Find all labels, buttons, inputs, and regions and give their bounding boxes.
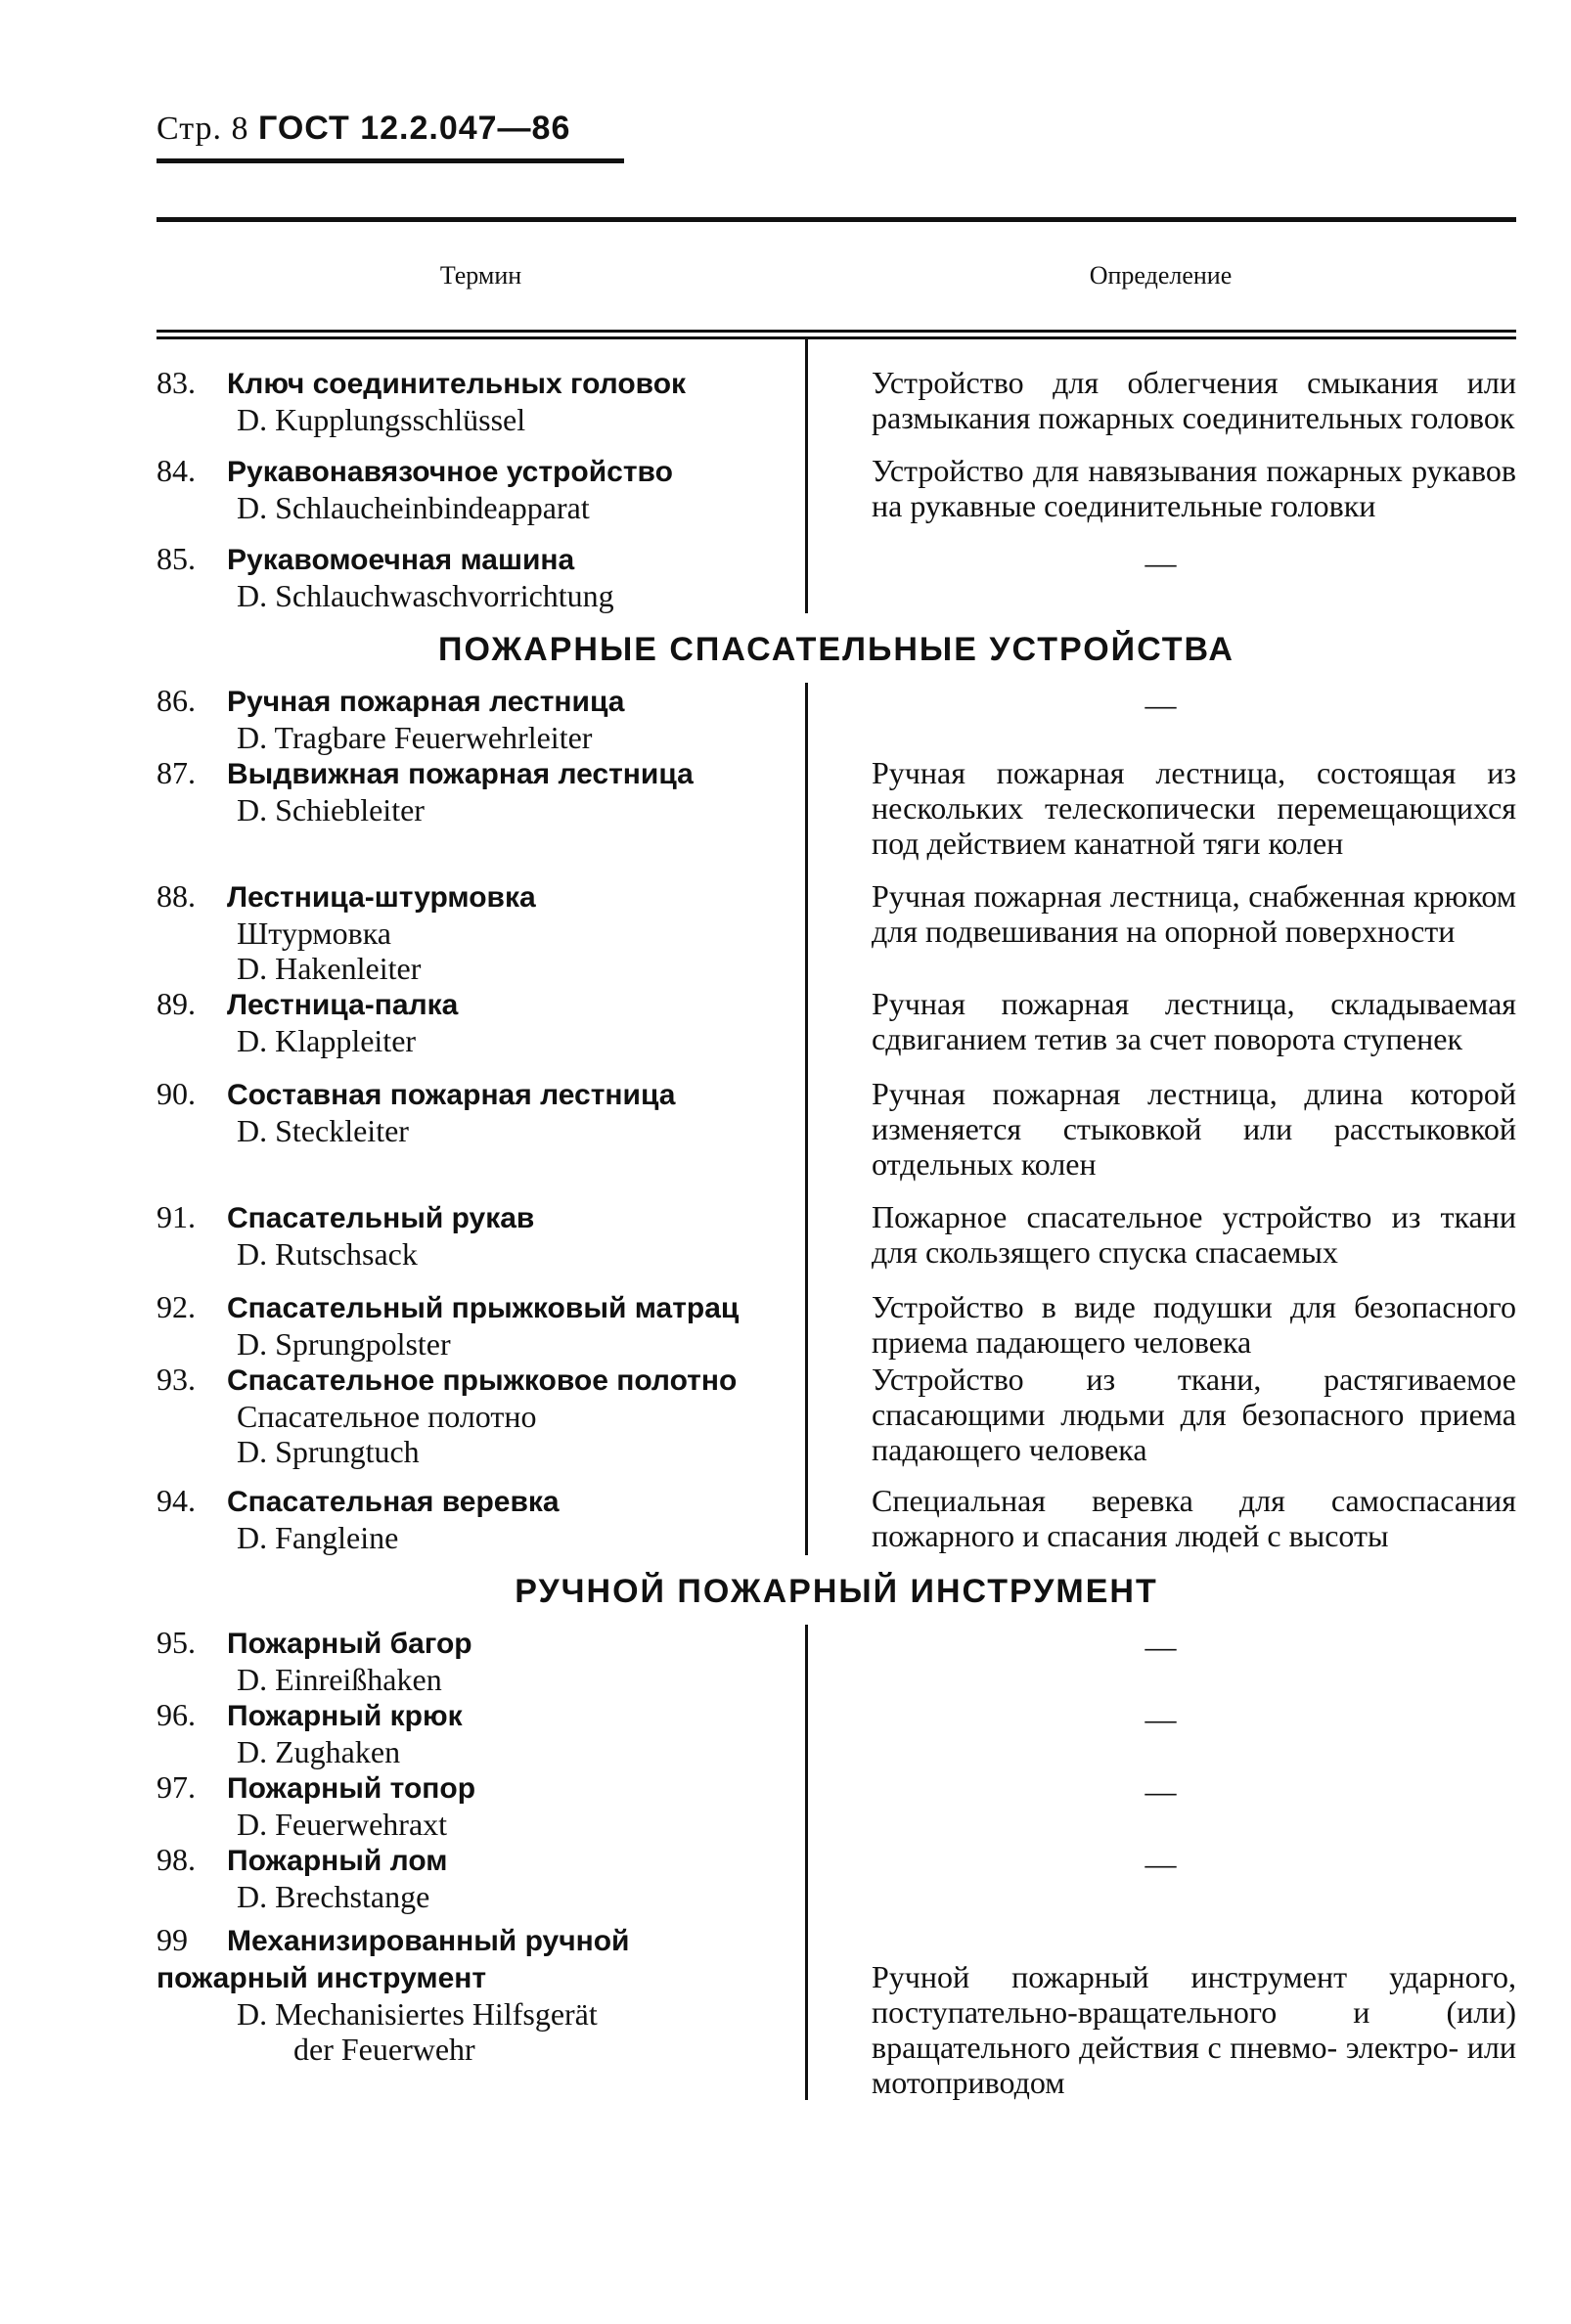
term-name: Выдвижная пожарная лестница — [227, 758, 694, 790]
term-number: 99 — [157, 1922, 188, 1957]
table-row — [157, 1076, 1516, 1182]
term-number: 87. — [157, 755, 196, 790]
term-synonym: D. Fangleine — [237, 1520, 399, 1555]
term-line — [157, 1769, 776, 1807]
term-synonym: D. Rutschsack — [237, 1236, 418, 1272]
term-line — [157, 683, 776, 720]
definition-cell: Ручная пожарная лестница, складываемая сдвиганием тетив за счет поворота ступенек — [872, 986, 1516, 1056]
definition-cell: — — [1145, 1701, 1177, 1736]
column-divider — [805, 1625, 808, 2100]
term-synonym: D. Zughaken — [237, 1734, 401, 1769]
definition-cell: Устройство для навязывания пожарных рукавов на рукавные соединительные головки — [872, 453, 1516, 523]
term-name: Спасательное прыжковое полотно — [227, 1364, 738, 1397]
column-header-term: Термин — [439, 261, 522, 290]
term-name: Спасательный прыжковый матрац — [227, 1292, 740, 1324]
table-row — [157, 1697, 1516, 1769]
table-row — [157, 365, 1516, 437]
page-header — [157, 110, 570, 148]
term-cell — [157, 1483, 805, 1555]
table-row — [157, 1483, 1516, 1555]
term-cell — [157, 683, 805, 755]
table-row — [157, 755, 1516, 861]
term-line — [157, 1625, 776, 1662]
term-line — [157, 1922, 776, 1996]
term-line — [157, 1289, 776, 1326]
definition-cell: — — [1145, 1629, 1177, 1664]
term-cell — [157, 1076, 805, 1148]
term-line — [157, 1842, 776, 1879]
table-header — [157, 222, 1516, 330]
term-line — [157, 453, 776, 490]
section-title-rescue-devices: ПОЖАРНЫЕ СПАСАТЕЛЬНЫЕ УСТРОЙСТВА — [438, 631, 1234, 668]
table-row — [157, 1842, 1516, 1914]
term-synonym: D. Sprungtuch — [237, 1434, 420, 1469]
definition-cell: — — [1145, 687, 1177, 722]
term-number: 88. — [157, 878, 196, 914]
term-synonym: D. Steckleiter — [237, 1113, 409, 1148]
term-cell — [157, 453, 805, 525]
definition-cell: Специальная веревка для самоспасания пожарного и спасания людей с высоты — [872, 1483, 1516, 1553]
term-synonym: D. Schlauchwaschvorrichtung — [237, 578, 614, 613]
term-line — [157, 1483, 776, 1520]
table-row — [157, 453, 1516, 525]
term-synonym: D. Mechanisiertes Hilfsgerät — [237, 1996, 598, 2032]
definition-cell: Ручная пожарная лестница, состоящая из нескольких телескопически перемещающихся под действием канатной тяги колен — [872, 755, 1516, 861]
term-synonym: D. Schlaucheinbindeapparat — [237, 490, 590, 525]
term-synonym: D. Hakenleiter — [237, 951, 422, 986]
table-row — [157, 1625, 1516, 1697]
table-row — [157, 1362, 1516, 1469]
term-synonym: Спасательное полотно — [237, 1399, 537, 1434]
term-cell — [157, 365, 805, 437]
term-name: Ключ соединительных головок — [227, 368, 687, 400]
term-cell — [157, 1922, 805, 2067]
term-cell — [157, 755, 805, 827]
group-coupling-tools — [157, 339, 1516, 613]
term-number: 93. — [157, 1362, 196, 1397]
term-number: 85. — [157, 541, 196, 576]
term-name: Рукавонавязочное устройство — [227, 456, 673, 488]
term-cell — [157, 1199, 805, 1272]
term-number: 83. — [157, 365, 196, 400]
definition-cell: Ручной пожарный инструмент ударного, поступательно-вращательного и (или) вращательного действия с пневмо- электро- или мотоприводом — [872, 1959, 1516, 2100]
definition-cell: Пожарное спасательное устройство из ткани для скользящего спуска спасаемых — [872, 1199, 1516, 1270]
term-number: 98. — [157, 1842, 196, 1877]
header-underline — [157, 158, 624, 163]
term-line — [157, 541, 776, 578]
group-hand-tools — [157, 1625, 1516, 2100]
terms-table — [157, 217, 1516, 2100]
term-synonym: D. Einreißhaken — [237, 1662, 442, 1697]
column-divider — [805, 683, 808, 1555]
term-line — [157, 1076, 776, 1113]
term-synonym: D. Feuerwehraxt — [237, 1807, 448, 1842]
term-cell — [157, 541, 805, 613]
term-name: Рукавомоечная машина — [227, 544, 575, 576]
term-cell — [157, 1842, 805, 1914]
term-number: 89. — [157, 986, 196, 1021]
term-number: 95. — [157, 1625, 196, 1660]
table-row — [157, 1922, 1516, 2100]
term-line — [157, 755, 776, 792]
term-line — [157, 1362, 776, 1399]
definition-cell: — — [1145, 545, 1177, 580]
term-name: Пожарный топор — [227, 1772, 476, 1805]
definition-cell: Устройство для облегчения смыкания или размыкания пожарных соединительных головок — [872, 365, 1516, 435]
term-name: Пожарный крюк — [227, 1700, 463, 1732]
term-cell — [157, 1289, 805, 1362]
term-name: Лестница-палка — [227, 989, 459, 1021]
table-row — [157, 683, 1516, 755]
definition-cell: Ручная пожарная лестница, снабженная крюком для подвешивания на опорной поверхности — [872, 878, 1516, 949]
term-line — [157, 365, 776, 402]
term-number: 86. — [157, 683, 196, 718]
gost-code: ГОСТ 12.2.047—86 — [258, 110, 571, 147]
term-name: Составная пожарная лестница — [227, 1079, 676, 1111]
table-row — [157, 878, 1516, 986]
term-cell — [157, 986, 805, 1058]
definition-cell: Устройство из ткани, растягиваемое спасающими людьми для безопасного приема падающего человека — [872, 1362, 1516, 1467]
term-synonym: D. Sprungpolster — [237, 1326, 451, 1362]
term-line — [157, 1697, 776, 1734]
term-synonym: D. Klappleiter — [237, 1023, 417, 1058]
term-name: Лестница-штурмовка — [227, 881, 536, 914]
page-number: Стр. 8 — [157, 111, 249, 147]
definition-cell: Ручная пожарная лестница, длина которой изменяется стыковкой или расстыковкой отдельных колен — [872, 1076, 1516, 1182]
term-number: 96. — [157, 1697, 196, 1732]
definition-cell: — — [1145, 1773, 1177, 1809]
term-number: 97. — [157, 1769, 196, 1805]
term-line — [157, 986, 776, 1023]
term-line — [157, 878, 776, 916]
term-cell — [157, 1769, 805, 1842]
term-cell — [157, 1362, 805, 1469]
term-line — [157, 1199, 776, 1236]
table-row — [157, 1769, 1516, 1842]
term-name: Пожарный багор — [227, 1628, 472, 1660]
definition-cell: — — [1145, 1846, 1177, 1881]
term-name: Ручная пожарная лестница — [227, 686, 625, 718]
group-rescue-devices — [157, 683, 1516, 1555]
table-row — [157, 1199, 1516, 1272]
term-synonym-continued: der Feuerwehr — [293, 2032, 475, 2067]
term-number: 94. — [157, 1483, 196, 1518]
term-name: Механизированный ручной пожарный инструмент — [157, 1925, 630, 1994]
term-synonym: D. Schiebleiter — [237, 792, 425, 827]
column-divider — [805, 339, 808, 613]
definition-cell: Устройство в виде подушки для безопасного приема падающего человека — [872, 1289, 1516, 1360]
term-name: Спасательный рукав — [227, 1202, 535, 1234]
table-row — [157, 986, 1516, 1058]
term-cell — [157, 1625, 805, 1697]
term-synonym: D. Kupplungsschlüssel — [237, 402, 526, 437]
table-header-rule — [157, 330, 1516, 339]
term-number: 92. — [157, 1289, 196, 1324]
table-row — [157, 1289, 1516, 1362]
term-name: Спасательная веревка — [227, 1486, 560, 1518]
term-synonym: D. Tragbare Feuerwehrleiter — [237, 720, 593, 755]
term-number: 84. — [157, 453, 196, 488]
term-name: Пожарный лом — [227, 1845, 448, 1877]
term-number: 91. — [157, 1199, 196, 1234]
term-cell — [157, 878, 805, 986]
section-title-hand-tools: РУЧНОЙ ПОЖАРНЫЙ ИНСТРУМЕНТ — [515, 1573, 1158, 1610]
table-row — [157, 541, 1516, 613]
term-synonym: D. Brechstange — [237, 1879, 430, 1914]
column-header-definition: Определение — [1089, 261, 1233, 290]
term-number: 90. — [157, 1076, 196, 1111]
term-cell — [157, 1697, 805, 1769]
term-synonym: Штурмовка — [237, 916, 391, 951]
